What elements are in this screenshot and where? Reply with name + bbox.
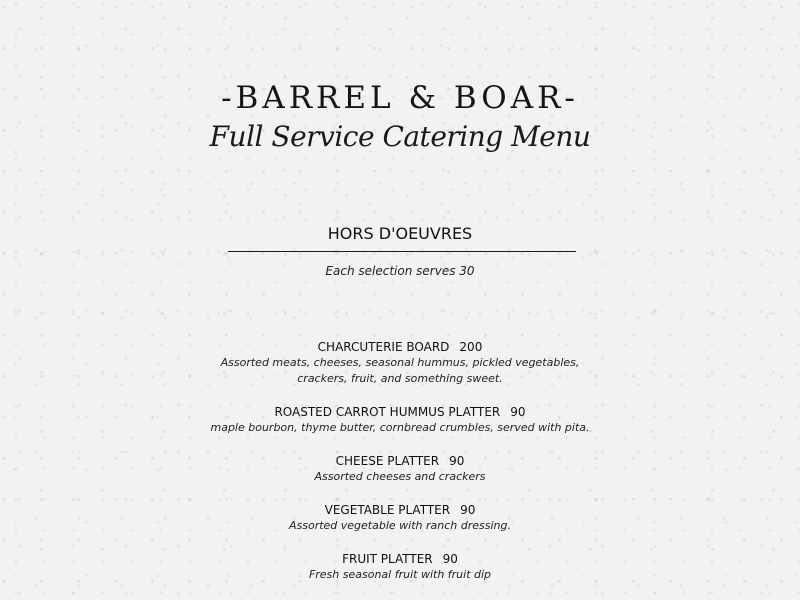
item-description: Assorted vegetable with ranch dressing. [288,519,511,532]
section-title: HORS D'OEUVRES [327,224,473,243]
item-name: CHEESE PLATTER [335,454,440,468]
item-description: Assorted meats, cheeses, seasonal hummus, pickled vegetables, [220,356,580,369]
item-price: 200 [459,340,483,354]
item-price: 90 [449,454,465,468]
menu-item-cheese-platter [0,453,800,485]
menu-item-vegetable-platter [0,502,800,534]
item-name: VEGETABLE PLATTER [324,503,451,517]
item-price: 90 [442,552,458,566]
brand-title: -BARREL & BOAR- [221,80,579,116]
item-name: CHARCUTERIE BOARD [317,340,450,354]
menu-subtitle: Full Service Catering Menu [209,120,591,153]
menu-items [0,339,800,600]
menu-item-fruit-platter [0,551,800,583]
serving-note: Each selection serves 30 [325,264,475,278]
menu-item-charcuterie-board [0,339,800,387]
item-name: FRUIT PLATTER [342,552,433,566]
item-description: Fresh seasonal fruit with fruit dip [308,568,492,581]
item-price: 90 [510,405,526,419]
item-price: 90 [460,503,476,517]
item-description: Assorted cheeses and crackers [314,470,486,483]
item-description: maple bourbon, thyme butter, cornbread crumbles, served with pita. [210,421,590,434]
menu-item-roasted-carrot-hummus [0,404,800,436]
item-name: ROASTED CARROT HUMMUS PLATTER [274,405,501,419]
item-description: crackers, fruit, and something sweet. [297,372,503,385]
section-divider [228,251,576,252]
